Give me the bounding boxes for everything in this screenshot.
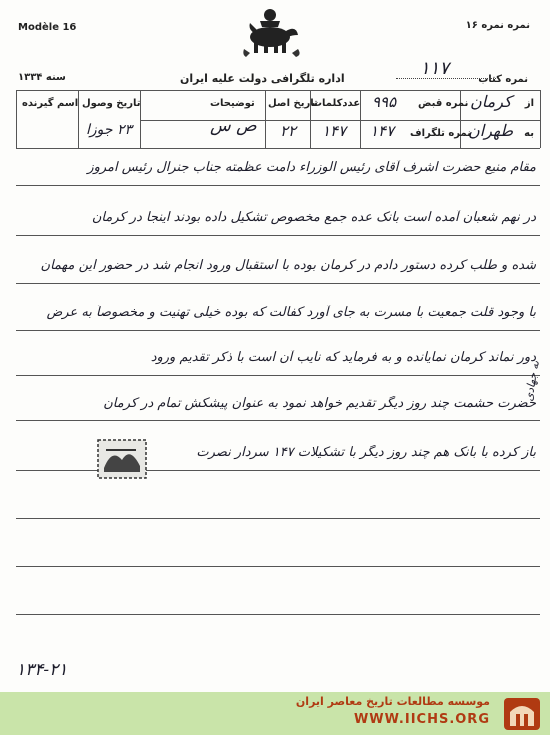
lion-and-sun-emblem-icon xyxy=(240,5,304,61)
message-line: مقام منیع حضرت اشرف آقای رئیس الوزراء دامت عظمته جناب جنرال رئیس امروز xyxy=(87,160,536,175)
book-number-label: نمره کتاب xyxy=(478,74,528,85)
message-line: حضرت حشمت چند روز دیگر تقدیم خواهد نمود به عنوان پیشکش تمام در کرمان xyxy=(103,396,536,411)
message-line: باز کرده با بانک هم چند روز دیگر با تشکیلات ۱۴۷ سردار نصرت xyxy=(196,445,536,460)
table-left-border xyxy=(16,90,17,148)
receipt-value: ۹۹۵ xyxy=(372,93,397,111)
side-note: نه جهادی xyxy=(522,359,542,403)
institute-logo-icon xyxy=(502,696,542,732)
model-number-en: Modèle 16 xyxy=(18,22,77,33)
receipt-label: نمره قبض xyxy=(418,98,469,109)
telegraph-number-label: نمره تلگراف xyxy=(410,128,471,139)
word-count-label: عددکلمات xyxy=(312,98,361,109)
archive-number: ۱۳۴-۲۱ xyxy=(16,660,68,680)
origin-date-value: ۲۲ xyxy=(280,122,297,140)
notes-value: ص س xyxy=(210,116,257,136)
office-stamp-icon xyxy=(96,438,148,480)
notes-label: توضیحات xyxy=(210,98,255,109)
receiver-label: اسم گیرنده xyxy=(22,98,79,109)
book-number-line xyxy=(396,78,496,79)
from-label: از xyxy=(524,98,534,109)
word-count-value: ۱۴۷ xyxy=(322,122,347,140)
telegraph-number-value: ۱۴۷ xyxy=(370,122,395,140)
model-number-fa: نمره نمره ۱۶ xyxy=(465,20,530,31)
message-line: دور نماند کرمان نمایانده و به فرماید که نایب آن است با ذکر تقدیم ورود xyxy=(150,350,536,365)
message-line: شده و طلب کرده دستور دادم در کرمان بوده با استقبال ورود انجام شد در حضور این مهمان xyxy=(40,258,536,273)
arrival-date-label: تاریخ وصول xyxy=(82,98,141,109)
arrival-date-value: ۲۳ جوزا xyxy=(86,122,133,138)
origin-date-label: تاریخ اصل xyxy=(268,98,318,109)
book-number-value: ۱۱۷ xyxy=(420,58,450,79)
message-line: با وجود قلت جمعیت با مسرت به جای آورد کفالت که بوده خیلی تهنیت و مخصوصاً به عرض xyxy=(46,305,536,320)
to-value: طهران xyxy=(468,121,514,140)
table-bottom-border xyxy=(16,148,540,149)
footer-banner xyxy=(0,692,550,735)
table-right-border xyxy=(540,90,541,148)
institute-website: WWW.IICHS.ORG xyxy=(353,712,490,727)
message-line: در نهم شعبان آمده است بانک عده جمع مخصوص تشکیل داده بودند اینجا در کرمان xyxy=(91,210,536,225)
year-label: سنه ۱۳۳۴ xyxy=(18,72,66,83)
office-title: اداره تلگرافی دولت علیه ایران xyxy=(180,72,345,85)
to-label: به xyxy=(524,128,534,139)
from-value: کرمان xyxy=(470,92,512,111)
institute-name: موسسه مطالعات تاریخ معاصر ایران xyxy=(295,695,490,708)
table-top-border xyxy=(16,90,540,91)
